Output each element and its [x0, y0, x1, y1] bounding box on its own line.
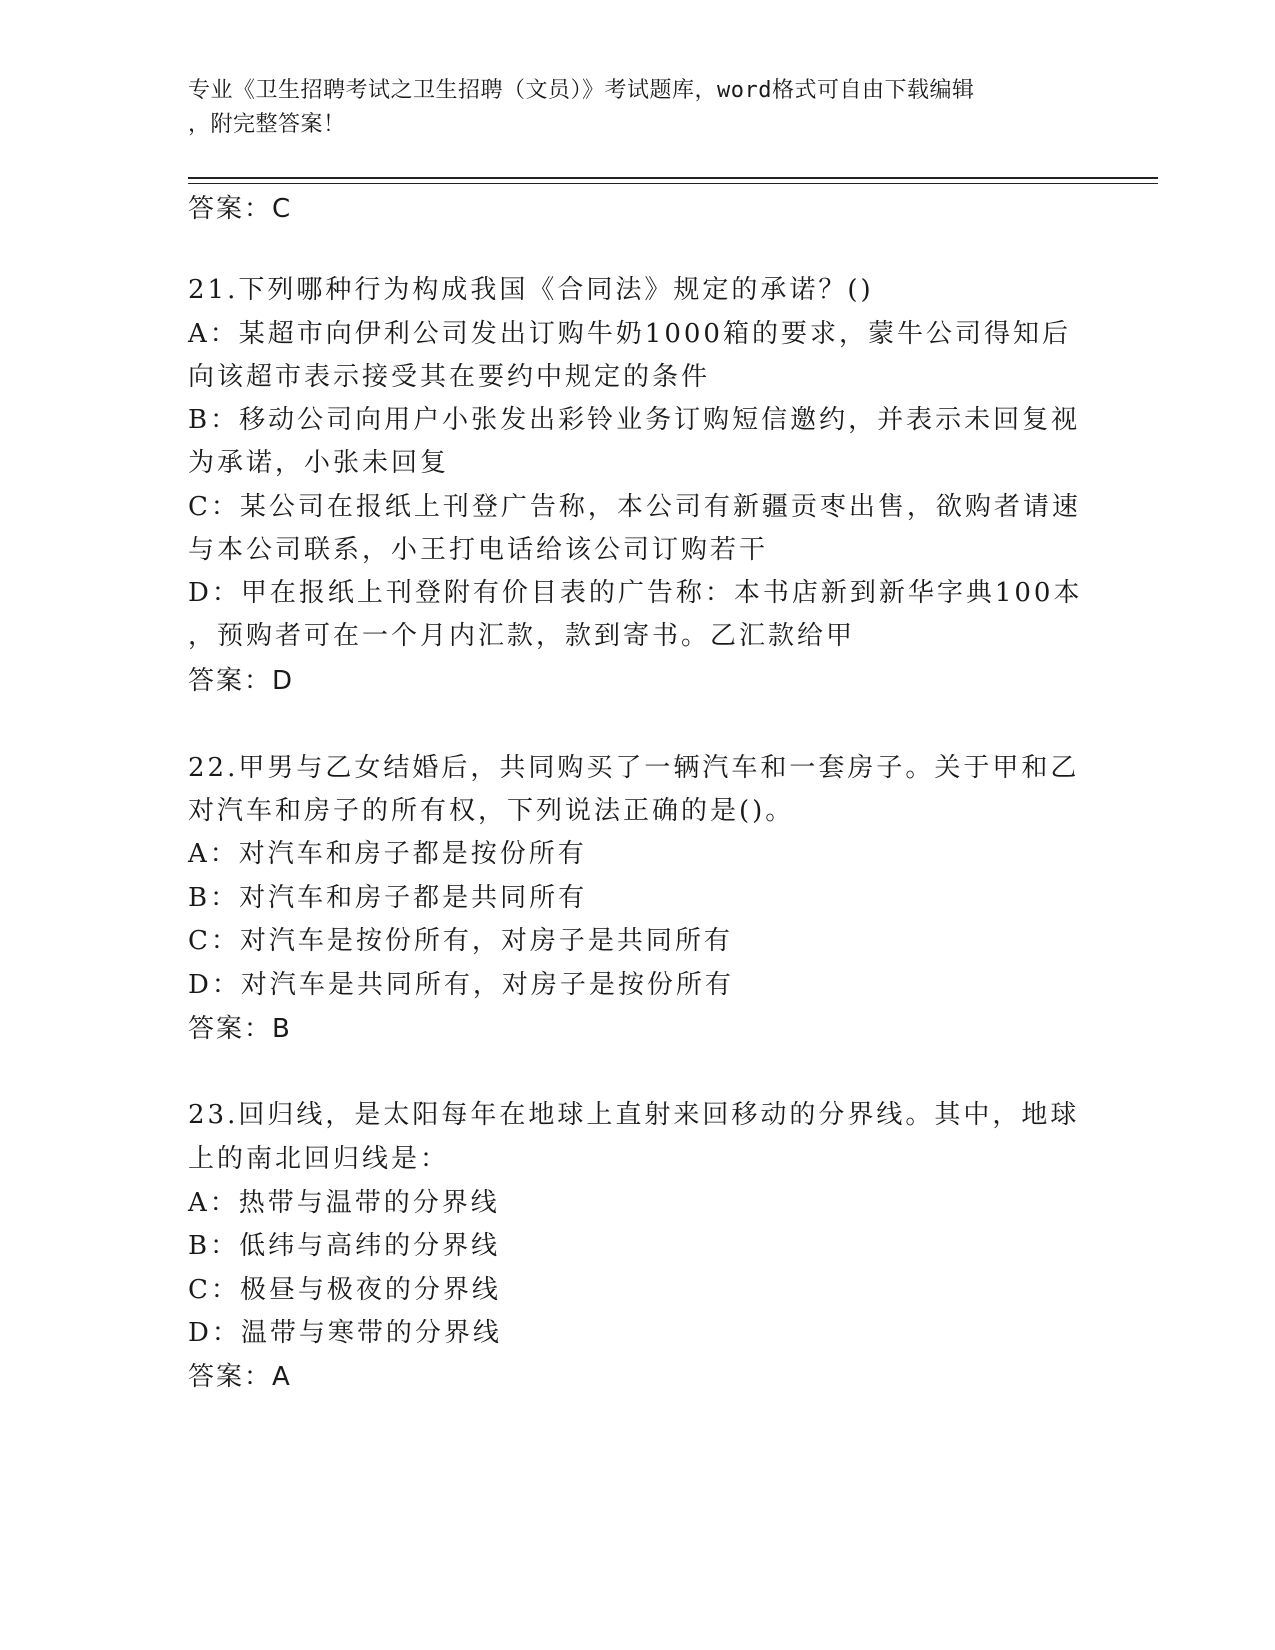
page-header — [188, 74, 1088, 142]
q21-option-b-line2: 为承诺，小张未回复 — [188, 448, 450, 478]
q23-stem-line1: 23.回归线，是太阳每年在地球上直射来回移动的分界线。其中，地球 — [188, 1100, 1080, 1130]
q23-answer: 答案：A — [188, 1362, 292, 1392]
q21-option-c-line2: 与本公司联系，小王打电话给该公司订购若干 — [188, 535, 769, 565]
q23-option-c: C：极昼与极夜的分界线 — [188, 1275, 501, 1305]
q22-option-b: B：对汽车和房子都是共同所有 — [188, 883, 588, 913]
q22-answer: 答案：B — [188, 1014, 292, 1044]
q23-stem-line2: 上的南北回归线是： — [188, 1144, 450, 1174]
q21-option-d-line1: D：甲在报纸上刊登附有价目表的广告称：本书店新到新华字典100本 — [188, 578, 1083, 608]
q22-stem-line1: 22.甲男与乙女结婚后，共同购买了一辆汽车和一套房子。关于甲和乙 — [188, 753, 1080, 783]
header-line-2: ，附完整答案！ — [188, 112, 346, 137]
q22-option-c: C：对汽车是按份所有，对房子是共同所有 — [188, 926, 733, 956]
header-divider-thick — [188, 177, 1158, 179]
header-divider-thin — [188, 183, 1158, 184]
header-line-1: 专业《卫生招聘考试之卫生招聘（文员）》考试题库，word格式可自由下载编辑 — [188, 78, 975, 103]
q23-option-b: B：低纬与高纬的分界线 — [188, 1231, 501, 1261]
q21-option-a-line2: 向该超市表示接受其在要约中规定的条件 — [188, 362, 711, 392]
q21-option-c-line1: C：某公司在报纸上刊登广告称，本公司有新疆贡枣出售，欲购者请速 — [188, 492, 1081, 522]
q22-option-a: A：对汽车和房子都是按份所有 — [188, 839, 587, 869]
q21-option-b-line1: B：移动公司向用户小张发出彩铃业务订购短信邀约，并表示未回复视 — [188, 405, 1081, 435]
q22-stem-line2: 对汽车和房子的所有权，下列说法正确的是()。 — [188, 796, 795, 826]
q23-option-d: D：温带与寒带的分界线 — [188, 1318, 502, 1348]
q21-option-a-line1: A：某超市向伊利公司发出订购牛奶1000箱的要求，蒙牛公司得知后 — [188, 319, 1071, 349]
q21-option-d-line2: ，预购者可在一个月内汇款，款到寄书。乙汇款给甲 — [188, 621, 856, 651]
q22-option-d: D：对汽车是共同所有，对房子是按份所有 — [188, 970, 734, 1000]
q21-answer: 答案：D — [188, 666, 295, 696]
previous-answer: 答案：C — [188, 194, 293, 224]
q23-option-a: A：热带与温带的分界线 — [188, 1188, 500, 1218]
q21-stem: 21.下列哪种行为构成我国《合同法》规定的承诺？() — [188, 275, 874, 305]
